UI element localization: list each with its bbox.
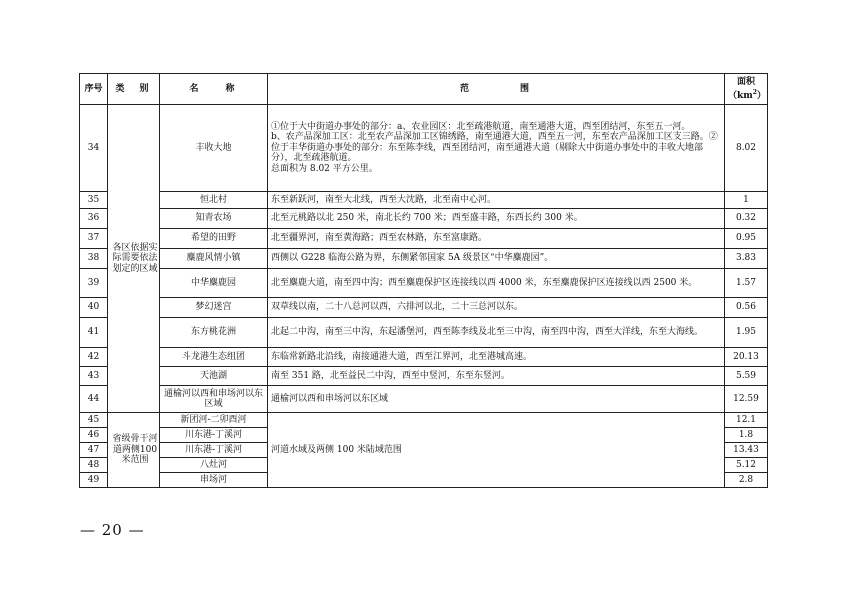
table-row xyxy=(80,192,768,209)
header-scope: 范 围 xyxy=(268,74,725,105)
row-name: 川东港-丁溪河 xyxy=(160,443,268,458)
row-seq: 35 xyxy=(80,192,108,209)
row-seq: 42 xyxy=(80,348,108,367)
table-row xyxy=(80,348,768,367)
row-area: 12.59 xyxy=(725,386,768,413)
row-seq: 45 xyxy=(80,413,108,428)
row-area: 2.8 xyxy=(725,473,768,488)
row-seq: 46 xyxy=(80,428,108,443)
table-row xyxy=(80,105,768,192)
row-name: 八灶河 xyxy=(160,458,268,473)
category-label: 各区依据实际需要依法划定的区域 xyxy=(112,242,158,274)
row-area: 0.95 xyxy=(725,229,768,249)
row-seq: 47 xyxy=(80,443,108,458)
row-seq: 40 xyxy=(80,298,108,318)
row-area: 13.43 xyxy=(725,443,768,458)
row-seq: 38 xyxy=(80,249,108,269)
category-label: 省级骨干河道两侧100米范围 xyxy=(112,434,158,466)
row-name: 斗龙港生态组团 xyxy=(160,348,268,367)
row-scope: 北至疆界河，南至黄海路；西至农林路，东至富康路。 xyxy=(268,229,725,249)
row-scope: 东至新跃河，南至大北线，西至大沈路，北至南中心河。 xyxy=(268,192,725,209)
row-seq: 36 xyxy=(80,209,108,229)
header-name: 名 称 xyxy=(160,74,268,105)
page-number: — 20 — xyxy=(80,521,145,539)
header-area-unit-sup: 2 xyxy=(752,88,757,96)
row-area: 20.13 xyxy=(725,348,768,367)
row-area: 8.02 xyxy=(725,105,768,192)
header-area-line2 xyxy=(728,88,764,102)
row-seq: 49 xyxy=(80,473,108,488)
row-name: 新团河-二卯酉河 xyxy=(160,413,268,428)
row-seq: 34 xyxy=(80,105,108,192)
row-area: 1.8 xyxy=(725,428,768,443)
row-name: 通榆河以西和串场河以东区域 xyxy=(160,386,268,413)
row-name: 知青农场 xyxy=(160,209,268,229)
row-scope: ①位于大中街道办事处的部分：a、农业园区：北至疏港航道，南至通港大道，西至团结河，东至五一河。 b、农产品深加工区：北至农产品深加工区锦绣路，南至通港大道，西至五一河，东至农产品深加工区支三路。②位于丰华街道办事处的部分：东至陈李线，西至团结河，南至通港大道（剔除大中街道办事处中的丰收大地部分），北至疏港航道。 总面积为 8.02 平方公里。 xyxy=(268,105,725,192)
row-area: 0.32 xyxy=(725,209,768,229)
table-row xyxy=(80,209,768,229)
row-name: 麋鹿风情小镇 xyxy=(160,249,268,269)
row-area: 0.56 xyxy=(725,298,768,318)
row-area: 5.12 xyxy=(725,458,768,473)
row-area: 5.59 xyxy=(725,367,768,386)
table-row xyxy=(80,249,768,269)
table-row xyxy=(80,386,768,413)
header-area xyxy=(725,74,768,105)
table-row xyxy=(80,318,768,348)
header-seq: 序号 xyxy=(80,74,108,105)
row-seq: 41 xyxy=(80,318,108,348)
row-name: 希望的田野 xyxy=(160,229,268,249)
row-area: 1.57 xyxy=(725,269,768,298)
header-area-unit-prefix: （km xyxy=(728,90,753,101)
row-seq: 44 xyxy=(80,386,108,413)
row-scope: 西侧以 G228 临海公路为界，东侧紧邻国家 5A 级景区“中华麋鹿园”。 xyxy=(268,249,725,269)
row-seq: 37 xyxy=(80,229,108,249)
row-scope: 北至元桃路以北 250 米，南北长约 700 米；西至盛丰路，东西长约 300 米。 xyxy=(268,209,725,229)
row-name: 梦幻迷宫 xyxy=(160,298,268,318)
row-name: 丰收大地 xyxy=(160,105,268,192)
row-seq: 39 xyxy=(80,269,108,298)
row-name: 串场河 xyxy=(160,473,268,488)
river-scope-cell: 河道水域及两侧 100 米陆域范围 xyxy=(268,413,725,488)
row-scope: 东临常新路北沿线，南接通港大道，西至江界河，北至港城高速。 xyxy=(268,348,725,367)
category-cell xyxy=(108,105,160,413)
row-name: 东方桃花洲 xyxy=(160,318,268,348)
row-scope: 北至麋鹿大道，南至四中沟；西至麋鹿保护区连接线以西 4000 米，东至麋鹿保护区连接线以西 2500 米。 xyxy=(268,269,725,298)
row-scope: 双草线以南，二十八总河以西，六排河以北，二十三总河以东。 xyxy=(268,298,725,318)
row-scope: 通榆河以西和串场河以东区域 xyxy=(268,386,725,413)
category-cell xyxy=(108,413,160,488)
row-area: 1 xyxy=(725,192,768,209)
table-header-row xyxy=(80,74,768,105)
header-area-line1: 面积 xyxy=(736,77,755,87)
row-scope: 南至 351 路，北至益民二中沟，西至中竖河，东至东竖河。 xyxy=(268,367,725,386)
table-row xyxy=(80,269,768,298)
row-name: 川东港-丁溪河 xyxy=(160,428,268,443)
table-row xyxy=(80,413,768,428)
table-row xyxy=(80,298,768,318)
row-scope: 北起二中沟，南至三中沟，东起潘堡河，西至陈李线及北至三中沟，南至四中沟，西至大洋线，东至大海线。 xyxy=(268,318,725,348)
row-area: 12.1 xyxy=(725,413,768,428)
row-name: 天池湖 xyxy=(160,367,268,386)
data-table xyxy=(79,73,768,488)
header-category: 类 别 xyxy=(108,74,160,105)
header-area-unit-suffix: ） xyxy=(756,90,766,101)
row-area: 3.83 xyxy=(725,249,768,269)
row-name: 恒北村 xyxy=(160,192,268,209)
row-area: 1.95 xyxy=(725,318,768,348)
table-row xyxy=(80,367,768,386)
row-seq: 43 xyxy=(80,367,108,386)
row-seq: 48 xyxy=(80,458,108,473)
row-name: 中华麋鹿园 xyxy=(160,269,268,298)
table-row xyxy=(80,229,768,249)
